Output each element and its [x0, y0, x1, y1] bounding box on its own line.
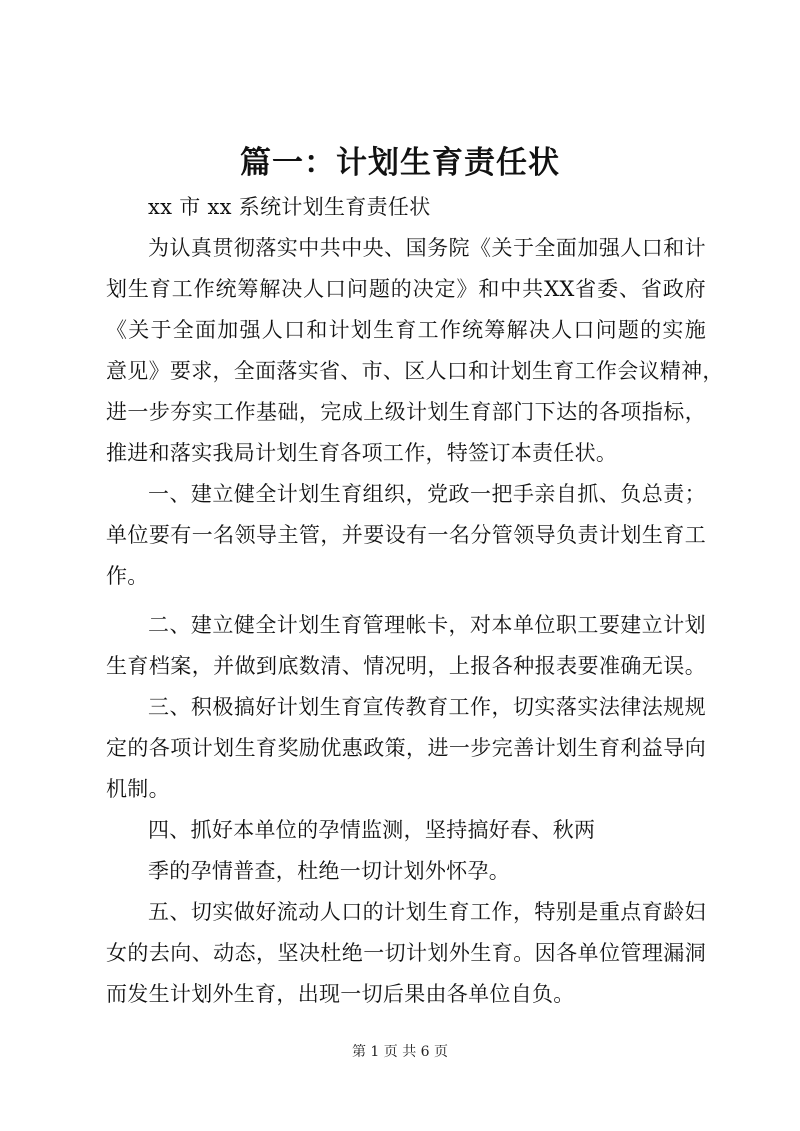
- paragraph-line: 进一步夯实工作基础，完成上级计划生育部门下达的各项指标，: [106, 400, 706, 424]
- paragraph-line: 《关于全面加强人口和计划生育工作统筹解决人口问题的实施: [106, 318, 706, 342]
- paragraph-line: 意见》要求，全面落实省、市、区人口和计划生育工作会议精神，: [106, 359, 724, 383]
- paragraph-line: 四、抓好本单位的孕情监测，坚持搞好春、秋两: [148, 818, 596, 842]
- document-title: 篇一：计划生育责任状: [240, 145, 560, 181]
- paragraph-line: 二、建立健全计划生育管理帐卡，对本单位职工要建立计划: [148, 613, 706, 637]
- paragraph-line: 定的各项计划生育奖励优惠政策，进一步完善计划生育利益导向: [106, 736, 706, 760]
- paragraph-line: 为认真贯彻落实中共中央、国务院《关于全面加强人口和计: [148, 236, 706, 260]
- paragraph-line: 推进和落实我局计划生育各项工作，特签订本责任状。: [106, 441, 618, 465]
- paragraph-line: 机制。: [106, 777, 170, 801]
- paragraph-line: 一、建立健全计划生育组织，党政一把手亲自抓、负总责；: [148, 482, 706, 506]
- document-body: [106, 187, 724, 1015]
- paragraph-line: 女的去向、动态，坚决杜绝一切计划外生育。因各单位管理漏洞: [106, 941, 706, 965]
- paragraph-line: 季的孕情普查，杜绝一切计划外怀孕。: [148, 859, 511, 883]
- paragraph-line: 单位要有一名领导主管，并要设有一名分管领导负责计划生育工: [106, 523, 706, 547]
- paragraph-line: 生育档案，并做到底数清、情况明，上报各种报表要准确无误。: [106, 654, 706, 678]
- paragraph-gap: [106, 597, 706, 605]
- paragraph-line: 而发生计划外生育，出现一切后果由各单位自负。: [106, 982, 575, 1006]
- page-number-footer: 第 1 页 共 6 页: [351, 1044, 449, 1060]
- paragraph-line: 五、切实做好流动人口的计划生育工作，特别是重点育龄妇: [148, 900, 706, 924]
- paragraph-line: 三、积极搞好计划生育宣传教育工作，切实落实法律法规规: [148, 695, 706, 719]
- document-subtitle: xx 市 xx 系统计划生育责任状: [148, 195, 431, 219]
- paragraph-line: 作。: [106, 564, 149, 588]
- paragraph-line: 划生育工作统筹解决人口问题的决定》和中共XX省委、省政府: [106, 277, 706, 301]
